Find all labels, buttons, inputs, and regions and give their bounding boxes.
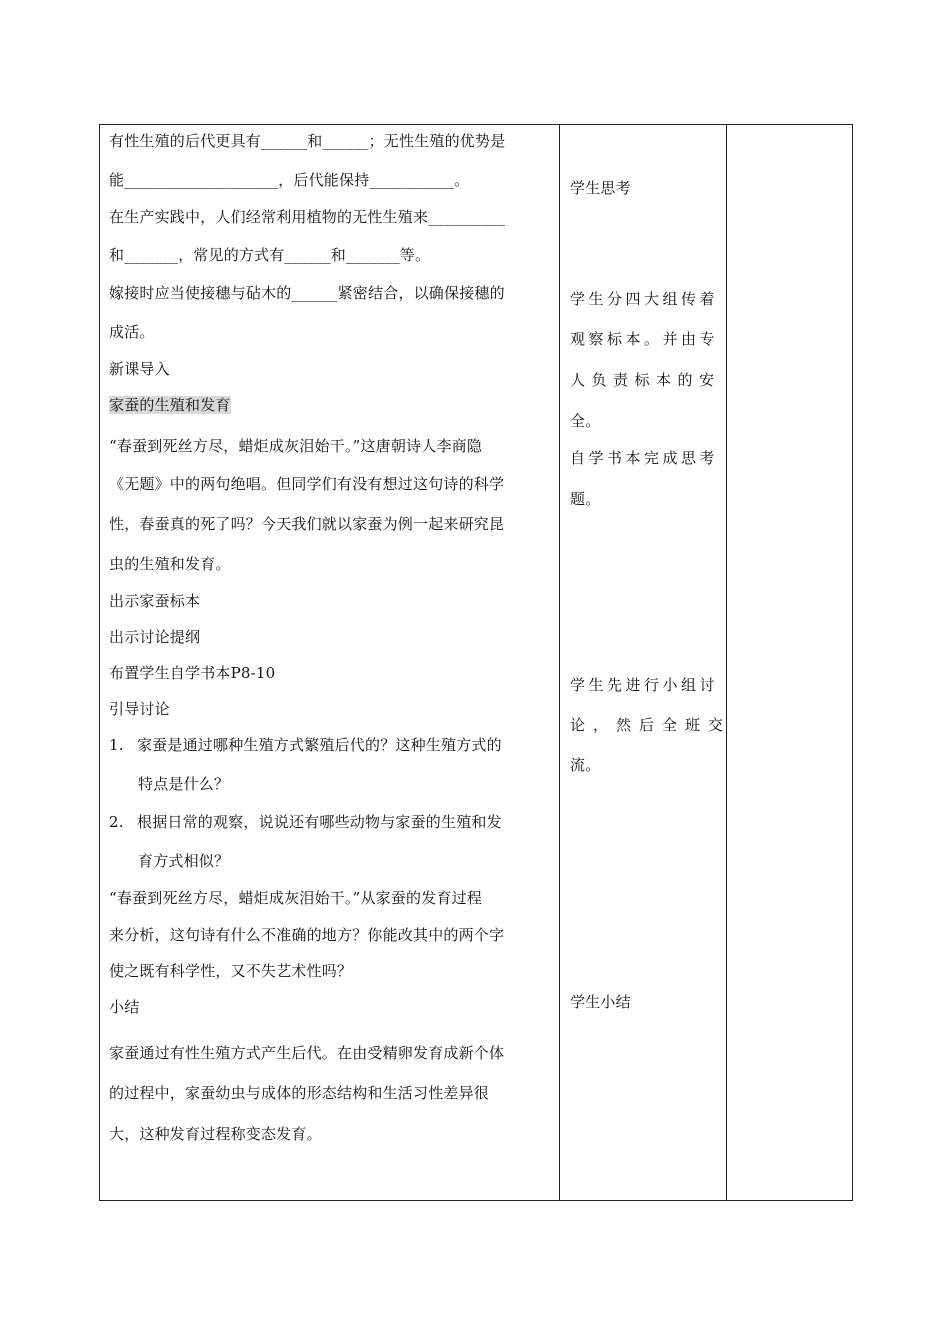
student-note: 流。 xyxy=(570,756,601,774)
question-2-continued: 育方式相似？ xyxy=(138,852,230,870)
student-note: 学生小结 xyxy=(570,993,631,1011)
question-1 xyxy=(109,735,502,755)
section-heading: 新课导入 xyxy=(109,360,170,378)
student-note: 观察标本。并由专 xyxy=(570,330,719,348)
text-line: 布置学生自学书本P8-10 xyxy=(109,664,276,682)
student-note: 全。 xyxy=(570,412,601,430)
student-note: 人负责标本的安 xyxy=(570,371,721,389)
question-text: 根据日常的观察，说说还有哪些动物与家蚕的生殖和发 xyxy=(137,813,502,831)
text-line: 嫁接时应当使接穗与砧木的______紧密结合，以确保接穗的 xyxy=(109,284,505,302)
text-line: 虫的生殖和发育。 xyxy=(109,555,231,573)
teacher-activity-cell xyxy=(100,125,560,1201)
text-line: 引导讨论 xyxy=(109,700,170,718)
text-line: 来分析，这句诗有什么不准确的地方？你能改其中的两个字 xyxy=(109,926,505,944)
text-line: 性，春蚕真的死了吗？今天我们就以家蚕为例一起来研究昆 xyxy=(109,515,505,533)
list-number: 1. xyxy=(109,736,124,754)
highlighted-heading xyxy=(109,395,231,415)
text-line: 《无题》中的两句绝唱。但同学们有没有想过这句诗的科学 xyxy=(109,475,505,493)
student-note: 学生思考 xyxy=(570,179,631,197)
text-line: 在生产实践中，人们经常利用植物的无性生殖来__________ xyxy=(109,208,506,226)
text-line: 能____________________，后代能保持___________。 xyxy=(109,171,470,189)
text-line: 家蚕通过有性生殖方式产生后代。在由受精卵发育成新个体 xyxy=(109,1044,505,1062)
text-line: “春蚕到死丝方尽，蜡炬成灰泪始干。”这唐朝诗人李商隐 xyxy=(109,437,483,455)
text-line: 大，这种发育过程称变态发育。 xyxy=(109,1125,322,1143)
question-1-continued: 特点是什么？ xyxy=(138,775,230,793)
lesson-table xyxy=(99,124,853,1201)
student-note: 学生先进行小组讨 xyxy=(570,676,719,694)
student-note: 题。 xyxy=(570,490,601,508)
text-line: 成活。 xyxy=(109,323,155,341)
question-2 xyxy=(109,812,502,832)
student-note: 论，然后全班交 xyxy=(570,716,732,734)
text-line: 的过程中，家蚕幼虫与成体的形态结构和生活习性差异很 xyxy=(109,1084,490,1102)
section-heading: 小结 xyxy=(109,998,140,1016)
text-line: 使之既有科学性，又不失艺术性吗？ xyxy=(109,962,353,980)
notes-cell xyxy=(727,125,853,1201)
highlight-span: 家蚕的生殖和发育 xyxy=(109,396,231,414)
student-note: 学生分四大组传着 xyxy=(570,290,719,308)
question-text: 家蚕是通过哪种生殖方式繁殖后代的？这种生殖方式的 xyxy=(137,736,502,754)
text-line: 出示家蚕标本 xyxy=(109,592,201,610)
text-line: 有性生殖的后代更具有______和______；无性生殖的优势是 xyxy=(109,132,506,150)
text-line: 和_______，常见的方式有______和_______等。 xyxy=(109,246,431,264)
student-note: 自学书本完成思考 xyxy=(570,449,719,467)
text-line: “春蚕到死丝方尽，蜡炬成灰泪始干。”从家蚕的发育过程 xyxy=(109,889,483,907)
student-activity-cell xyxy=(560,125,732,1201)
list-number: 2. xyxy=(109,813,124,831)
text-line: 出示讨论提纲 xyxy=(109,628,201,646)
